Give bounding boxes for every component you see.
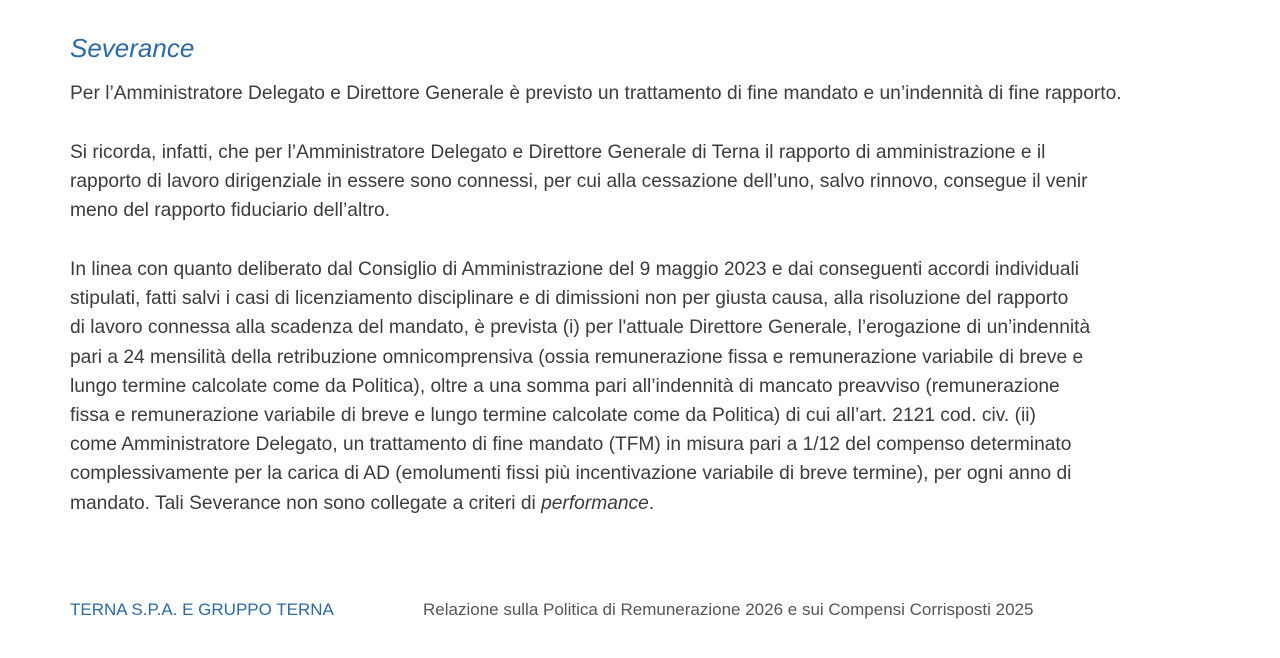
paragraph-line: Si ricorda, infatti, che per l’Amministratore Delegato e Direttore Generale di Terna il rapporto di amministrazione e il [70, 142, 1046, 163]
section-title: Severance [70, 33, 195, 63]
paragraph-text: . [648, 492, 655, 514]
paragraph-line: fissa e remunerazione variabile di breve e lungo termine calcolate come da Politica) di cui all’art. 2121 cod. civ. (ii) [70, 405, 1036, 427]
paragraph-line: In linea con quanto deliberato dal Consiglio di Amministrazione del 9 maggio 2023 e dai conseguenti accordi individuali [70, 259, 1080, 280]
paragraph-1 [70, 79, 1220, 108]
footer-report-title: Relazione sulla Politica di Remunerazione 2026 e sui Compensi Corrisposti 2025 [423, 600, 1034, 619]
italic-term: performance [541, 492, 649, 514]
paragraph-line: complessivamente per la carica di AD (emolumenti fissi più incentivazione variabile di breve termine), per ogni anno di [70, 463, 1072, 485]
paragraph-line: rapporto di lavoro dirigenziale in essere sono connessi, per cui alla cessazione dell’uno, salvo rinnovo, consegue il venir [70, 171, 1088, 193]
paragraph-line: di lavoro connessa alla scadenza del mandato, è prevista (i) per l'attuale Direttore Generale, l’erogazione di un’indennità [70, 317, 1091, 339]
paragraph-line: Per l’Amministratore Delegato e Direttore Generale è previsto un trattamento di fine mandato e un’indennità di fine rapporto. [70, 83, 1122, 104]
paragraph-text: mandato. Tali Severance non sono collegate a criteri di [70, 492, 542, 514]
paragraph-line: come Amministratore Delegato, un trattamento di fine mandato (TFM) in misura pari a 1/12 del compenso determinato [70, 434, 1072, 456]
paragraph-last-line [70, 489, 1220, 518]
footer-company-name: TERNA S.P.A. E GRUPPO TERNA [70, 600, 334, 619]
paragraph-line: meno del rapporto fiduciario dell’altro. [70, 200, 390, 222]
paragraph-line: pari a 24 mensilità della retribuzione omnicomprensiva (ossia remunerazione fissa e remunerazione variabile di breve e [70, 346, 1084, 368]
paragraph-line: lungo termine calcolate come da Politica), oltre a una somma pari all’indennità di mancato preavviso (remunerazione [70, 375, 1060, 397]
paragraph-3 [70, 255, 1220, 518]
paragraph-2 [70, 138, 1220, 226]
paragraph-line: stipulati, fatti salvi i casi di licenziamento disciplinare e di dimissioni non per giusta causa, alla risoluzione del rapporto [70, 288, 1069, 310]
